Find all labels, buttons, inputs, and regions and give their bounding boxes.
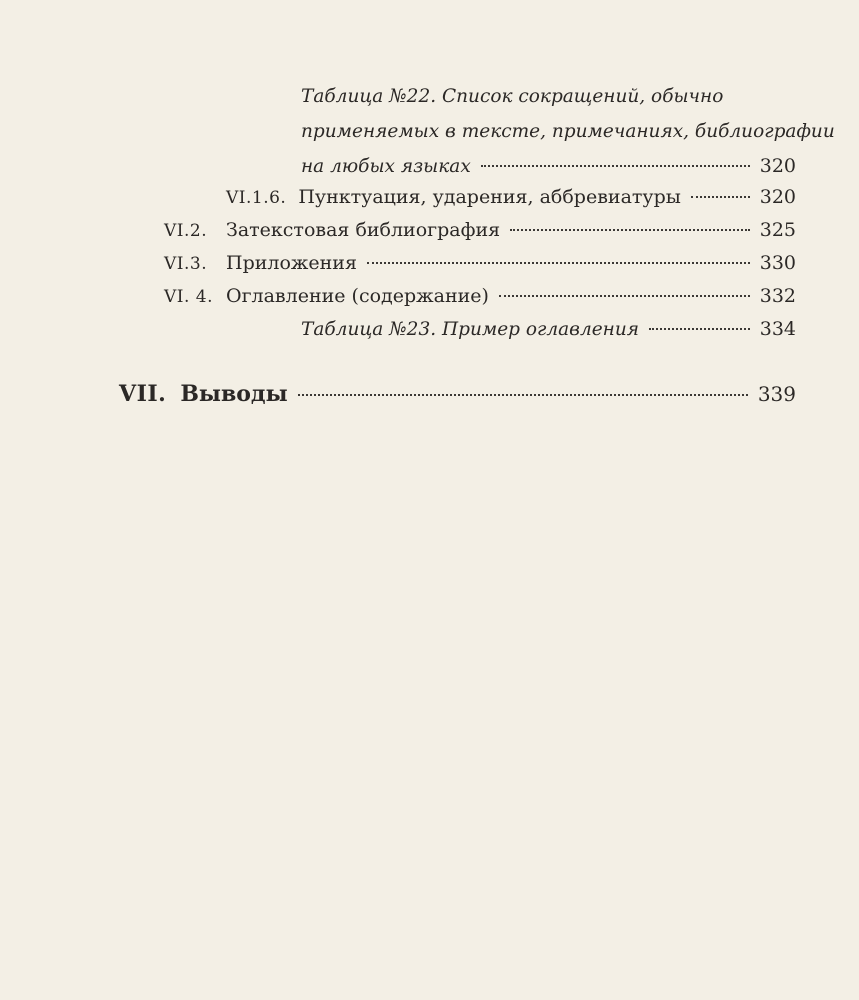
table22-line1: Таблица №22. Список сокращений, обычно — [301, 86, 724, 107]
table23-title: Таблица №23. Пример оглавления — [301, 319, 640, 340]
dot-leader — [367, 262, 750, 264]
dot-leader — [499, 295, 750, 297]
table22-line3: на любых языках — [301, 156, 471, 177]
page-number: 339 — [757, 382, 796, 406]
chapter-title: Выводы — [180, 381, 288, 407]
toc-entry-table23[interactable] — [301, 318, 796, 341]
table22-line2: применяемых в тексте, примечаниях, библиографии — [301, 121, 835, 142]
section-number: VI.1.6. — [226, 188, 287, 208]
dot-leader — [298, 394, 748, 396]
toc-entry-vi-1-6[interactable] — [226, 186, 796, 209]
toc-entry-vi-4[interactable] — [164, 285, 796, 308]
section-title: Затекстовая библиография — [226, 219, 501, 241]
toc-entry-table22[interactable] — [301, 155, 796, 178]
section-title: Приложения — [226, 252, 357, 274]
section-number: VI.2. — [164, 221, 208, 241]
chapter-number: VII. — [119, 381, 167, 407]
section-title: Пунктуация, ударения, аббревиатуры — [298, 186, 681, 208]
toc-entry-chapter-vii[interactable] — [119, 381, 796, 407]
section-number: VI.3. — [164, 254, 208, 274]
dot-leader — [481, 165, 750, 167]
page-number: 330 — [759, 252, 796, 274]
page-number: 332 — [759, 285, 796, 307]
section-title: Оглавление (содержание) — [226, 285, 489, 307]
page-number: 320 — [759, 155, 796, 177]
toc-entry-vi-2[interactable] — [164, 219, 796, 242]
dot-leader — [691, 196, 750, 198]
page-number: 334 — [759, 318, 796, 340]
dot-leader — [649, 328, 750, 330]
section-number: VI. 4. — [164, 287, 214, 307]
toc-entry-vi-3[interactable] — [164, 252, 796, 275]
dot-leader — [510, 229, 750, 231]
page-number: 320 — [759, 186, 796, 208]
page-number: 325 — [759, 219, 796, 241]
